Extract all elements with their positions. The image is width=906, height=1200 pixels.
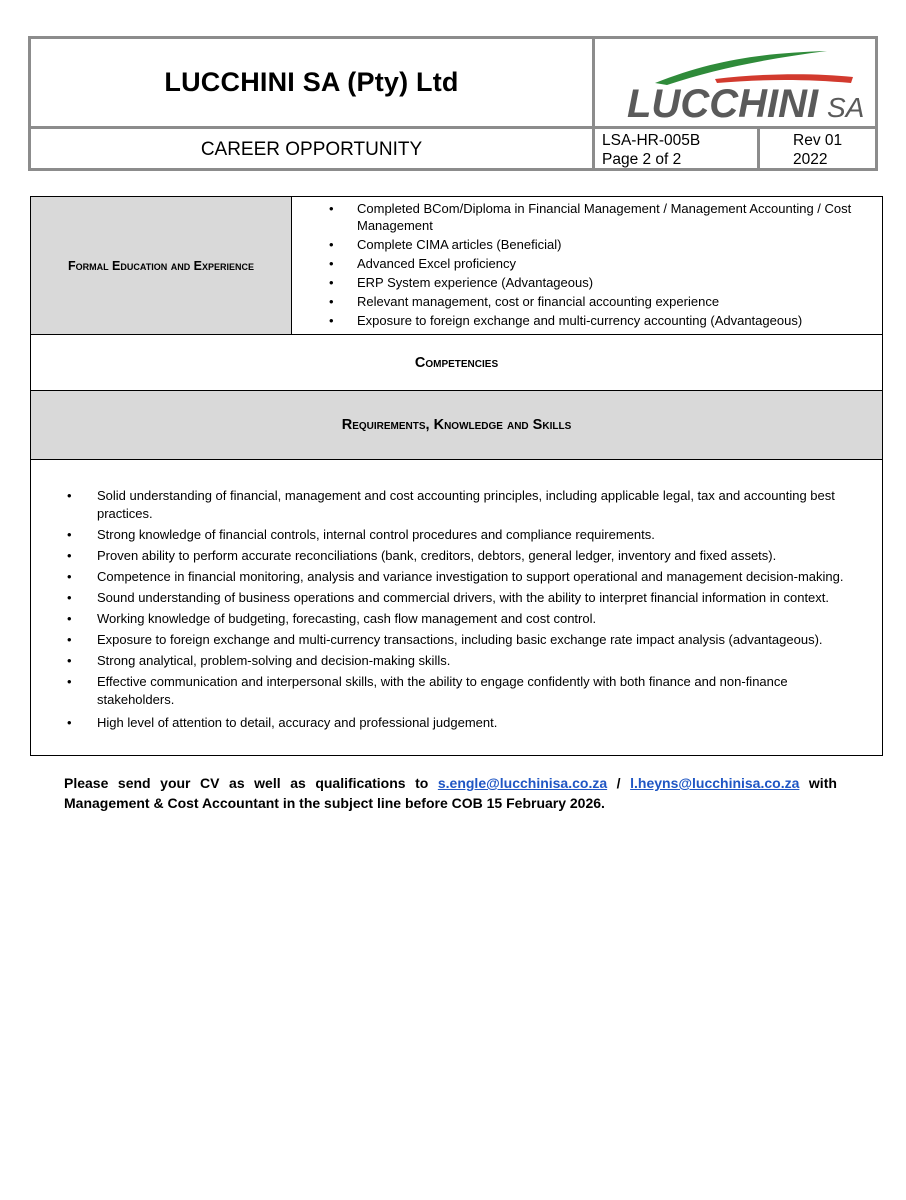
text-word: send bbox=[117, 775, 151, 791]
instructions-line-2: Management & Cost Accountant in the subject line before COB 15 February 2026. bbox=[64, 795, 605, 811]
list-item: • Solid understanding of financial, management and cost accounting principles, including applicable legal, tax and accounting best practices. bbox=[67, 487, 867, 523]
competencies-heading: Competencies bbox=[31, 335, 882, 391]
list-item: • Relevant management, cost or financial accounting experience bbox=[329, 293, 869, 310]
application-instructions bbox=[64, 773, 837, 813]
logo-wordmark: LUCCHINI bbox=[627, 82, 819, 126]
text-word: CV bbox=[200, 775, 220, 791]
email-link-engle[interactable]: s.engle@lucchinisa.co.za bbox=[437, 775, 608, 791]
logo-graphic bbox=[595, 39, 878, 126]
requirements-list bbox=[67, 487, 867, 735]
requirements-heading: Requirements, Knowledge and Skills bbox=[31, 391, 882, 460]
text-word: Please bbox=[64, 775, 109, 791]
instructions-line-1 bbox=[64, 773, 837, 793]
text-word: qualifications bbox=[315, 775, 406, 791]
list-item: • Strong knowledge of financial controls, internal control procedures and compliance requirements. bbox=[67, 526, 867, 544]
list-item: • Working knowledge of budgeting, forecasting, cash flow management and cost control. bbox=[67, 610, 867, 628]
list-item: • Exposure to foreign exchange and multi-currency accounting (Advantageous) bbox=[329, 312, 869, 329]
job-details-table bbox=[30, 196, 883, 756]
document-code-block bbox=[602, 131, 700, 169]
list-item: • ERP System experience (Advantageous) bbox=[329, 274, 869, 291]
list-item: • Exposure to foreign exchange and multi-currency transactions, including basic exchange rate impact analysis (advantageous). bbox=[67, 631, 867, 649]
revision-block bbox=[793, 131, 842, 169]
education-list bbox=[329, 200, 869, 331]
divider bbox=[757, 126, 760, 171]
revision: Rev 01 bbox=[793, 132, 843, 149]
company-name: LUCCHINI SA (Pty) Ltd bbox=[164, 67, 459, 97]
list-item: • Sound understanding of business operations and commercial drivers, with the ability to interpret financial information in context. bbox=[67, 589, 867, 607]
document-code: LSA-HR-005B bbox=[602, 132, 701, 149]
education-row bbox=[31, 197, 882, 335]
text-word: as bbox=[229, 775, 245, 791]
education-label: Formal Education and Experience bbox=[31, 197, 292, 334]
logo-suffix: SA bbox=[827, 92, 865, 123]
list-item: • Effective communication and interpersonal skills, with the ability to engage confidently with both finance and non-finance stakeholders. bbox=[67, 673, 867, 709]
document-header bbox=[28, 36, 878, 171]
text-word: with bbox=[808, 775, 837, 791]
revision-year: 2022 bbox=[793, 151, 828, 168]
lucchini-logo bbox=[595, 39, 878, 126]
list-item: • High level of attention to detail, accuracy and professional judgement. bbox=[67, 714, 867, 732]
list-item: • Strong analytical, problem-solving and decision-making skills. bbox=[67, 652, 867, 670]
text-word: as bbox=[290, 775, 306, 791]
text-word: well bbox=[254, 775, 281, 791]
text-word: your bbox=[160, 775, 191, 791]
page-number: Page 2 of 2 bbox=[602, 151, 682, 168]
list-item: • Competence in financial monitoring, analysis and variance investigation to support operational and management decision-making. bbox=[67, 568, 867, 586]
document-title: CAREER OPPORTUNITY bbox=[200, 139, 423, 160]
list-item: • Proven ability to perform accurate reconciliations (bank, creditors, debtors, general ledger, inventory and fixed assets). bbox=[67, 547, 867, 565]
email-link-heyns[interactable]: l.heyns@lucchinisa.co.za bbox=[630, 775, 800, 791]
separator: / bbox=[616, 775, 621, 791]
list-item: • Advanced Excel proficiency bbox=[329, 255, 869, 272]
list-item: • Complete CIMA articles (Beneficial) bbox=[329, 236, 869, 253]
text-word: to bbox=[415, 775, 429, 791]
list-item: • Completed BCom/Diploma in Financial Management / Management Accounting / Cost Management bbox=[329, 200, 869, 234]
